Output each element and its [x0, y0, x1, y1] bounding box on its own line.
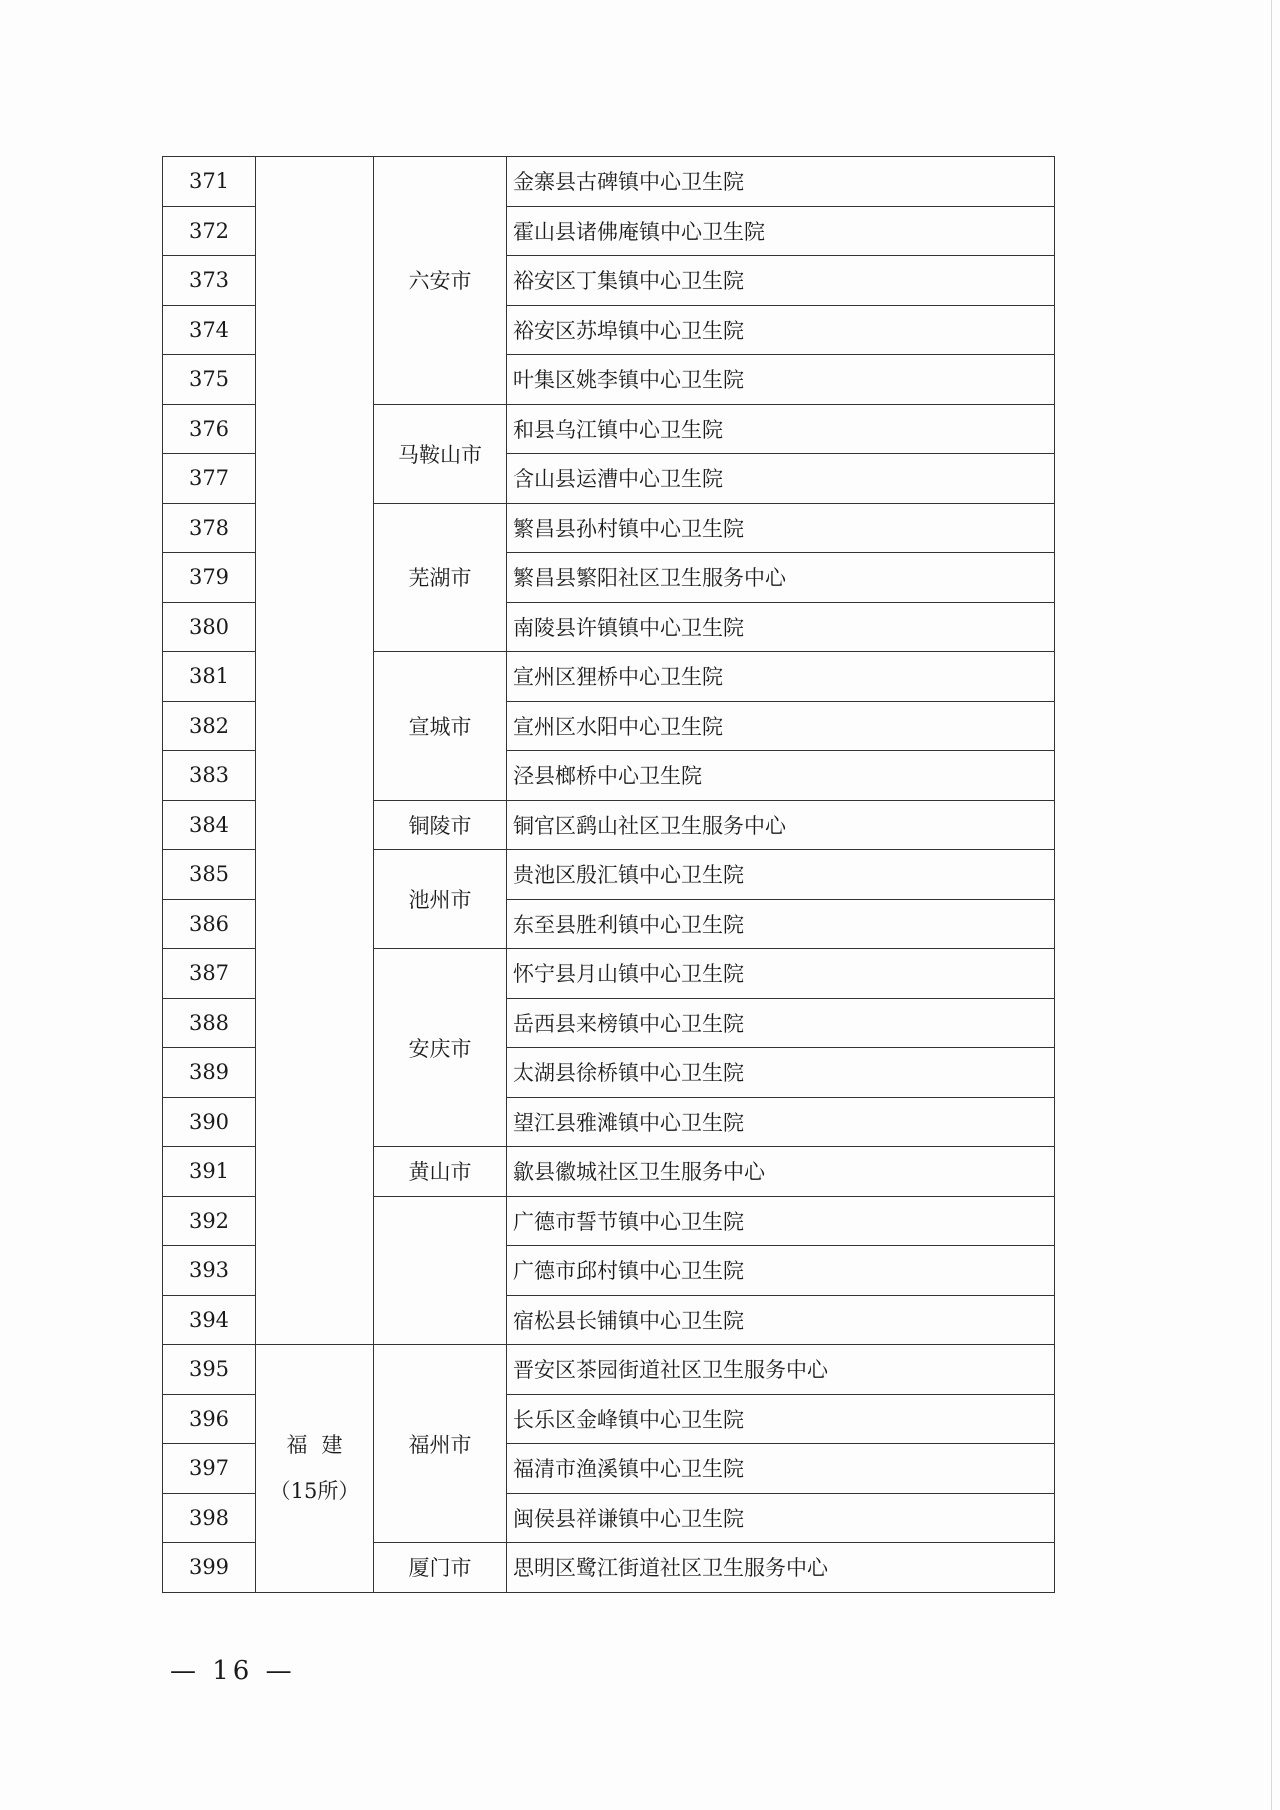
institution-name: 晋安区茶园街道社区卫生服务中心	[507, 1345, 1055, 1395]
city-cell-anqing: 安庆市	[374, 949, 507, 1147]
row-number: 391	[163, 1147, 256, 1197]
institution-name: 东至县胜利镇中心卫生院	[507, 899, 1055, 949]
institution-name: 太湖县徐桥镇中心卫生院	[507, 1048, 1055, 1098]
row-number: 394	[163, 1295, 256, 1345]
row-number: 389	[163, 1048, 256, 1098]
institution-name: 铜官区鹞山社区卫生服务中心	[507, 800, 1055, 850]
row-number: 372	[163, 206, 256, 256]
city-cell-xuancheng: 宣城市	[374, 652, 507, 801]
institution-name: 福清市渔溪镇中心卫生院	[507, 1444, 1055, 1494]
institution-name: 广德市邱村镇中心卫生院	[507, 1246, 1055, 1296]
province-count: （15所）	[269, 1479, 360, 1504]
city-cell-tongling: 铜陵市	[374, 800, 507, 850]
city-cell-chizhou: 池州市	[374, 850, 507, 949]
row-number: 383	[163, 751, 256, 801]
institution-name: 闽侯县祥谦镇中心卫生院	[507, 1493, 1055, 1543]
row-number: 399	[163, 1543, 256, 1593]
table-row	[163, 1345, 1055, 1395]
row-number: 373	[163, 256, 256, 306]
row-number: 384	[163, 800, 256, 850]
institution-name: 裕安区丁集镇中心卫生院	[507, 256, 1055, 306]
row-number: 392	[163, 1196, 256, 1246]
institution-name: 含山县运漕中心卫生院	[507, 454, 1055, 504]
city-cell-fuzhou: 福州市	[374, 1345, 507, 1543]
city-cell-luan: 六安市	[374, 157, 507, 405]
province-name: 福建	[286, 1433, 357, 1458]
row-number: 379	[163, 553, 256, 603]
city-cell-xiamen: 厦门市	[374, 1543, 507, 1593]
page-number: — 16 —	[170, 1656, 296, 1686]
row-number: 386	[163, 899, 256, 949]
row-number: 380	[163, 602, 256, 652]
row-number: 378	[163, 503, 256, 553]
scan-edge-line	[1271, 0, 1272, 1810]
institution-name: 金寨县古碑镇中心卫生院	[507, 157, 1055, 207]
city-cell-huangshan: 黄山市	[374, 1147, 507, 1197]
row-number: 381	[163, 652, 256, 702]
row-number: 390	[163, 1097, 256, 1147]
institution-name: 和县乌江镇中心卫生院	[507, 404, 1055, 454]
row-number: 395	[163, 1345, 256, 1395]
row-number: 396	[163, 1394, 256, 1444]
institution-name: 南陵县许镇镇中心卫生院	[507, 602, 1055, 652]
institution-name: 长乐区金峰镇中心卫生院	[507, 1394, 1055, 1444]
institution-name: 宣州区水阳中心卫生院	[507, 701, 1055, 751]
institution-name: 贵池区殷汇镇中心卫生院	[507, 850, 1055, 900]
row-number: 376	[163, 404, 256, 454]
institution-name: 裕安区苏埠镇中心卫生院	[507, 305, 1055, 355]
row-number: 397	[163, 1444, 256, 1494]
institution-name: 繁昌县孙村镇中心卫生院	[507, 503, 1055, 553]
province-cell-anhui	[256, 157, 374, 1345]
institution-name: 叶集区姚李镇中心卫生院	[507, 355, 1055, 405]
table-row	[163, 157, 1055, 207]
institution-name: 宣州区狸桥中心卫生院	[507, 652, 1055, 702]
institution-name: 泾县榔桥中心卫生院	[507, 751, 1055, 801]
province-cell-fujian	[256, 1345, 374, 1593]
row-number: 398	[163, 1493, 256, 1543]
city-cell-maanshan: 马鞍山市	[374, 404, 507, 503]
row-number: 393	[163, 1246, 256, 1296]
institution-name: 宿松县长铺镇中心卫生院	[507, 1295, 1055, 1345]
row-number: 385	[163, 850, 256, 900]
institution-name: 霍山县诸佛庵镇中心卫生院	[507, 206, 1055, 256]
city-cell-empty	[374, 1196, 507, 1345]
institution-name: 广德市誓节镇中心卫生院	[507, 1196, 1055, 1246]
institution-name: 岳西县来榜镇中心卫生院	[507, 998, 1055, 1048]
row-number: 382	[163, 701, 256, 751]
institution-table	[162, 156, 1055, 1593]
row-number: 377	[163, 454, 256, 504]
row-number: 374	[163, 305, 256, 355]
row-number: 375	[163, 355, 256, 405]
row-number: 371	[163, 157, 256, 207]
city-cell-wuhu: 芜湖市	[374, 503, 507, 652]
institution-name: 思明区鹭江街道社区卫生服务中心	[507, 1543, 1055, 1593]
institution-name: 歙县徽城社区卫生服务中心	[507, 1147, 1055, 1197]
institution-name: 望江县雅滩镇中心卫生院	[507, 1097, 1055, 1147]
row-number: 388	[163, 998, 256, 1048]
institution-name: 繁昌县繁阳社区卫生服务中心	[507, 553, 1055, 603]
row-number: 387	[163, 949, 256, 999]
institution-name: 怀宁县月山镇中心卫生院	[507, 949, 1055, 999]
